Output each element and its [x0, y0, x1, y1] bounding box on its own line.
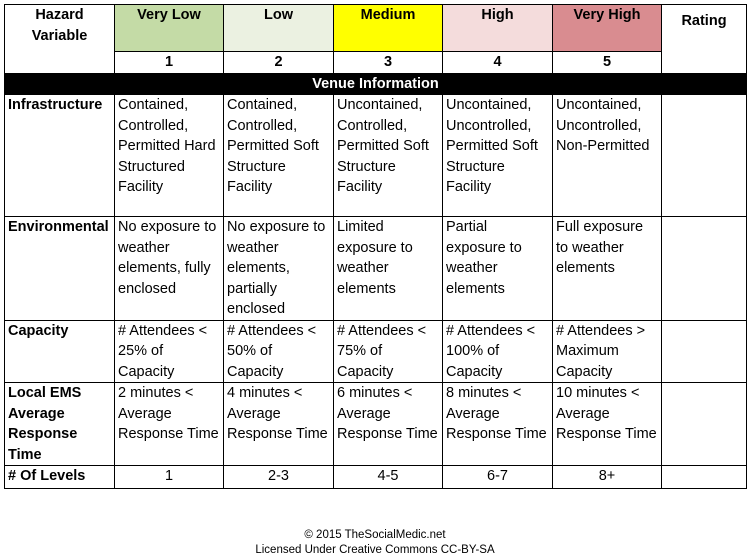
levels-value: 1	[115, 466, 224, 489]
section-title: Venue Information	[5, 73, 747, 95]
table-row	[5, 320, 747, 383]
table-cell: 8 minutes < Average Response Time	[443, 383, 553, 466]
table-cell: Uncontained, Uncontrolled, Non-Permitted	[553, 95, 662, 217]
section-row	[5, 73, 747, 95]
table-cell: 6 minutes < Average Response Time	[334, 383, 443, 466]
table-cell: No exposure to weather elements, fully enclosed	[115, 217, 224, 321]
table-row	[5, 217, 747, 321]
footer-copyright: © 2015 TheSocialMedic.net	[304, 529, 446, 541]
table-cell: No exposure to weather elements, partially enclosed	[224, 217, 334, 321]
row-variable-infrastructure: Infrastructure	[5, 95, 115, 217]
level-header-very-low: Very Low	[115, 5, 224, 52]
level-number: 5	[553, 52, 662, 74]
level-header-very-high: Very High	[553, 5, 662, 52]
table-cell: Uncontained, Controlled, Permitted Soft Structure Facility	[334, 95, 443, 217]
footer-license: Licensed Under Creative Commons CC-BY-SA	[255, 544, 495, 556]
table-cell: Uncontained, Uncontrolled, Permitted Soft Structure Facility	[443, 95, 553, 217]
table-cell: Full exposure to weather elements	[553, 217, 662, 321]
hazard-matrix-table	[4, 4, 747, 489]
row-variable-environmental: Environmental	[5, 217, 115, 321]
level-number: 4	[443, 52, 553, 74]
row-variable-capacity: Capacity	[5, 320, 115, 383]
levels-row-label: # Of Levels	[5, 466, 115, 489]
row-variable-local-ems: Local EMS Average Response Time	[5, 383, 115, 466]
table-cell: # Attendees < 50% of Capacity	[224, 320, 334, 383]
level-header-medium: Medium	[334, 5, 443, 52]
table-cell: 2 minutes < Average Response Time	[115, 383, 224, 466]
rating-cell[interactable]	[662, 95, 747, 217]
table-cell: # Attendees < 100% of Capacity	[443, 320, 553, 383]
level-number: 2	[224, 52, 334, 74]
levels-row	[5, 466, 747, 489]
level-header-high: High	[443, 5, 553, 52]
levels-value: 6-7	[443, 466, 553, 489]
table-row	[5, 95, 747, 217]
level-number: 1	[115, 52, 224, 74]
level-number-row	[5, 52, 747, 74]
table-cell: 4 minutes < Average Response Time	[224, 383, 334, 466]
table-cell: # Attendees > Maximum Capacity	[553, 320, 662, 383]
level-number: 3	[334, 52, 443, 74]
hazard-variable-header: Hazard Variable	[5, 5, 115, 74]
levels-rating-cell[interactable]	[662, 466, 747, 489]
table-cell: 10 minutes < Average Response Time	[553, 383, 662, 466]
header-row	[5, 5, 747, 52]
level-header-low: Low	[224, 5, 334, 52]
rating-cell[interactable]	[662, 320, 747, 383]
levels-value: 8+	[553, 466, 662, 489]
rating-header: Rating	[662, 5, 747, 74]
table-cell: Contained, Controlled, Permitted Hard Structured Facility	[115, 95, 224, 217]
table-cell: # Attendees < 25% of Capacity	[115, 320, 224, 383]
table-cell: Contained, Controlled, Permitted Soft Structure Facility	[224, 95, 334, 217]
rating-cell[interactable]	[662, 217, 747, 321]
levels-value: 2-3	[224, 466, 334, 489]
table-cell: Partial exposure to weather elements	[443, 217, 553, 321]
table-cell: # Attendees < 75% of Capacity	[334, 320, 443, 383]
levels-value: 4-5	[334, 466, 443, 489]
rating-cell[interactable]	[662, 383, 747, 466]
table-row	[5, 383, 747, 466]
table-cell: Limited exposure to weather elements	[334, 217, 443, 321]
